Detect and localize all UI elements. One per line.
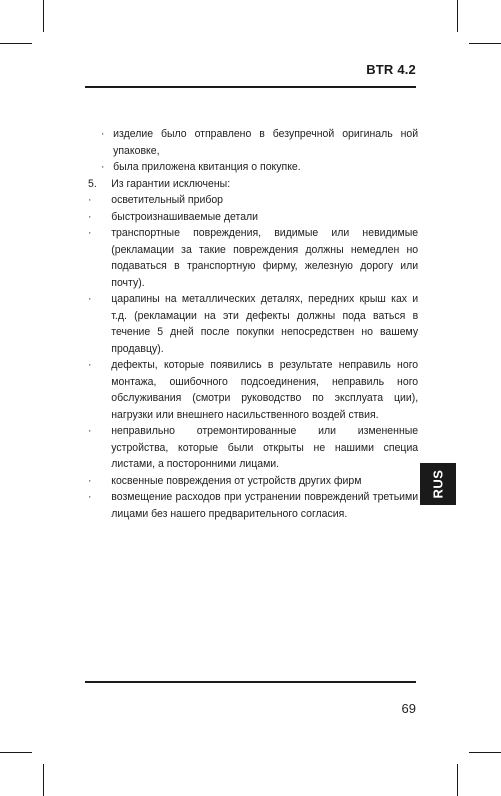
crop-mark-top-right-vertical xyxy=(457,0,458,32)
bullet-marker: · xyxy=(88,474,92,487)
language-tab-label: RUS xyxy=(430,469,446,499)
section-title: Из гарантии исключены: xyxy=(111,177,231,190)
crop-mark-top-right-horizontal xyxy=(469,43,501,44)
list-item-text: осветительный прибор xyxy=(111,194,224,206)
sub-list-item-text: изделие было отправлено в безупречной оригиналь ной упаковке, xyxy=(113,128,419,157)
sub-list-item xyxy=(88,159,418,176)
page-header xyxy=(85,38,416,88)
list-item xyxy=(88,192,418,209)
list-item-text: транспортные повреждения, видимые или невидимые (рекламации за такие повреждения должны немедлен но подаваться в транспортную фирму, железную дорогу или почту). xyxy=(111,227,419,289)
list-item-text: косвенные повреждения от устройств других фирм xyxy=(111,474,362,487)
header-title: BTR 4.2 xyxy=(366,62,416,77)
bullet-marker: · xyxy=(88,210,92,223)
page-number: 69 xyxy=(401,701,416,716)
list-item xyxy=(88,291,418,357)
list-item xyxy=(88,423,418,473)
bullet-marker: · xyxy=(101,161,105,173)
list-item-text: быстроизнашиваемые детали xyxy=(111,210,259,223)
crop-mark-bottom-right-horizontal xyxy=(469,752,501,753)
bullet-marker: · xyxy=(101,128,105,140)
crop-mark-bottom-left-horizontal xyxy=(0,752,32,753)
list-item xyxy=(88,357,418,423)
bullet-marker: · xyxy=(88,194,92,206)
footer-rule xyxy=(85,681,416,683)
bullet-marker: · xyxy=(88,425,92,437)
list-item xyxy=(88,209,418,226)
bullet-marker: · xyxy=(88,293,92,305)
list-item xyxy=(88,489,418,522)
list-item-text: возмещение расходов при устранении повреждений третьими лицами без нашего предварительного согласия. xyxy=(111,491,419,520)
section-number: 5. xyxy=(88,177,97,190)
language-tab xyxy=(420,463,456,505)
list-item-text: царапины на металлических деталях, передних крыш ках и т.д. (рекламации на эти дефекты должны пода ваться в течение 5 дней после покупки непосредствен но вашему продавцу). xyxy=(111,293,419,355)
crop-mark-bottom-left-vertical xyxy=(43,764,44,796)
crop-mark-top-left-vertical xyxy=(43,0,44,32)
list-item-text: дефекты, которые появились в результате неправиль ного монтажа, ошибочного подсоединения, неправиль ного обслуживания (смотри руководство по эксплуата ции), нагрузки или внешнего насильственного воздей ствия. xyxy=(111,359,419,421)
crop-mark-bottom-right-vertical xyxy=(457,764,458,796)
bullet-marker: · xyxy=(88,227,92,239)
sub-list-item xyxy=(88,126,418,159)
list-item xyxy=(88,225,418,291)
bullet-marker: · xyxy=(88,359,92,371)
crop-mark-top-left-horizontal xyxy=(0,43,32,44)
warranty-text xyxy=(88,126,418,522)
list-item-text: неправильно отремонтированные или измененные устройства, которые были открыты не нашими специа листами, а посторонними лицами. xyxy=(111,425,419,470)
section-heading xyxy=(88,176,418,193)
list-item xyxy=(88,473,418,490)
bullet-marker: · xyxy=(88,491,92,503)
sub-list-item-text: была приложена квитанция о покупке. xyxy=(113,161,301,173)
